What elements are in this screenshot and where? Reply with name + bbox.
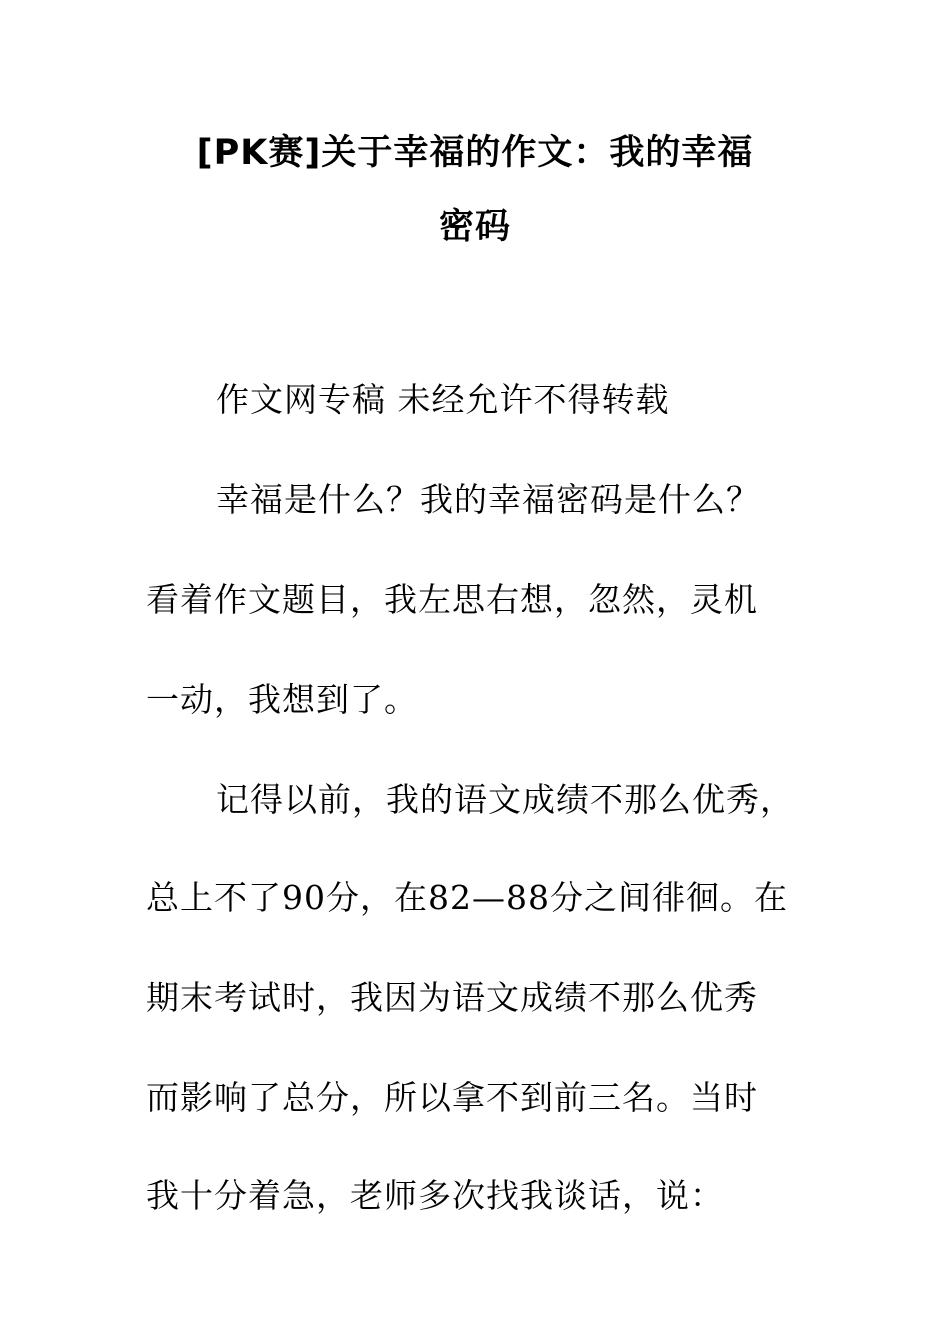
text-line-7: 期末考试时，我因为语文成绩不那么优秀	[146, 978, 758, 1017]
text-line-3: 看着作文题目，我左思右想，忽然，灵机	[146, 580, 758, 619]
text-line-4: 一动，我想到了。	[146, 680, 418, 719]
text-line-8: 而影响了总分，所以拿不到前三名。当时	[146, 1078, 758, 1117]
text-line-2: 幸福是什么？我的幸福密码是什么？	[216, 480, 760, 519]
title-line-2: 密码	[438, 207, 511, 247]
title-line-1: [PK赛]关于幸福的作文：我的幸福	[196, 133, 754, 173]
document-title	[120, 116, 830, 264]
text-line-6: 总上不了90分，在82—88分之间徘徊。在	[146, 878, 788, 917]
text-line-9: 我十分着急，老师多次找我谈话，说：	[146, 1176, 724, 1215]
text-line-1: 作文网专稿 未经允许不得转载	[216, 380, 670, 419]
text-line-5: 记得以前，我的语文成绩不那么优秀，	[216, 780, 794, 819]
